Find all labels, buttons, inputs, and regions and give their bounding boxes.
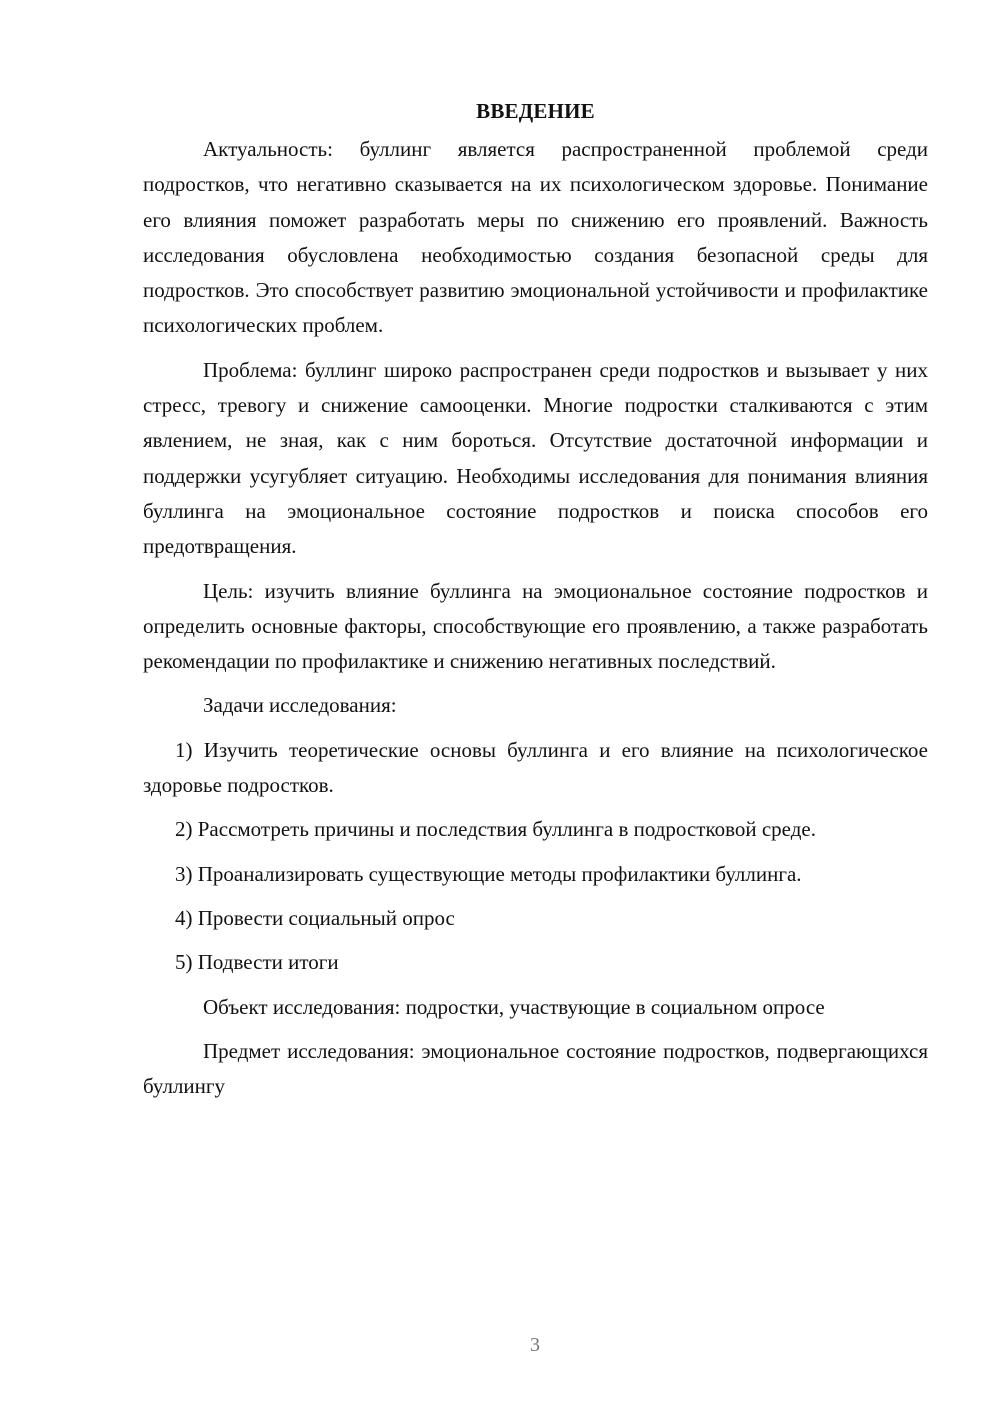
task-item-5: 5) Подвести итоги bbox=[175, 950, 339, 975]
paragraph-subject: Предмет исследования: эмоциональное состояние подростков, подвергающихся буллингу bbox=[143, 1038, 928, 1099]
paragraph-problem: Проблема: буллинг широко распространен среди подростков и вызывает у них стресс, тревогу и снижение самооценки. Многие подростки сталкиваются с этим явлением, не зная, как с ним бороться. Отсутствие достаточной информации и поддержки усугубляет ситуацию. Необходимы исследования для понимания влияния буллинга на эмоциональное состояние подростков и поиска способов его предотвращения. bbox=[143, 357, 928, 559]
document-page bbox=[143, 96, 928, 1113]
task-item-3: 3) Проанализировать существующие методы профилактики буллинга. bbox=[175, 861, 802, 886]
tasks-heading: Задачи исследования: bbox=[203, 693, 397, 718]
task-item-4: 4) Провести социальный опрос bbox=[175, 905, 455, 930]
page-number: 3 bbox=[530, 1334, 540, 1356]
paragraph-goal: Цель: изучить влияние буллинга на эмоциональное состояние подростков и определить основные факторы, способствующие его проявлению, а также разработать рекомендации по профилактике и снижению негативных последствий. bbox=[143, 578, 928, 674]
task-item-2: 2) Рассмотреть причины и последствия буллинга в подростковой среде. bbox=[175, 817, 816, 842]
paragraph-object: Объект исследования: подростки, участвующие в социальном опросе bbox=[203, 994, 825, 1019]
paragraph-relevance: Актуальность: буллинг является распространенной проблемой среди подростков, что негативно сказывается на их психологическом здоровье. Понимание его влияния поможет разработать меры по снижению его проявлений. Важность исследования обусловлена необходимостью создания безопасной среды для подростков. Это способствует развитию эмоциональной устойчивости и профилактике психологических проблем. bbox=[143, 137, 928, 338]
section-title: ВВЕДЕНИЕ bbox=[476, 99, 595, 123]
task-item-1: 1) Изучить теоретические основы буллинга и его влияние на психологическое здоровье подростков. bbox=[143, 737, 928, 798]
